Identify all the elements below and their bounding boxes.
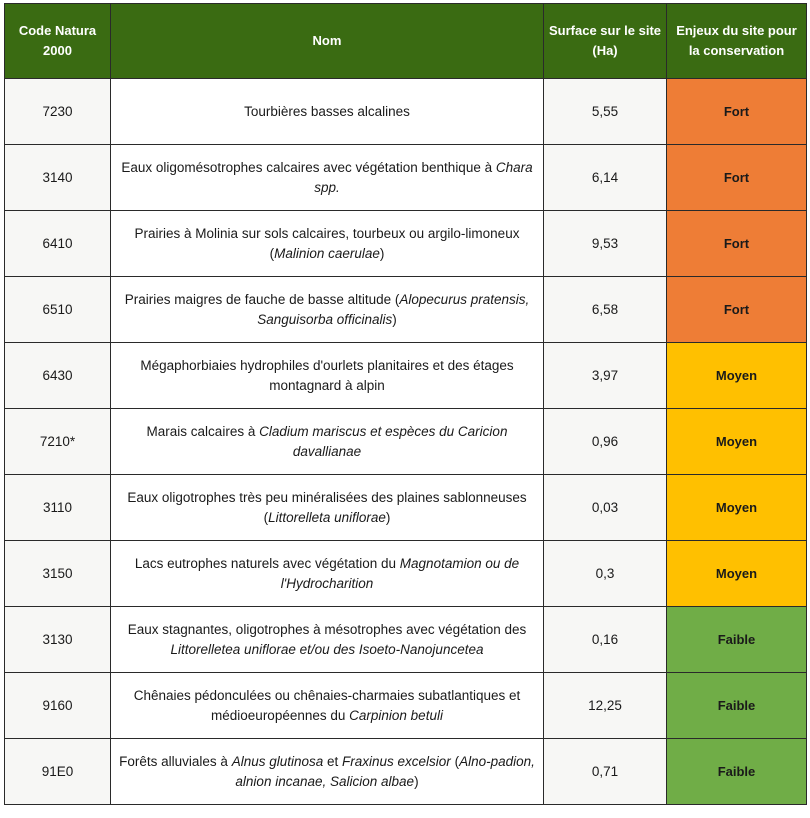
habitat-name-part: Magnotamion ou de l'Hydrocharition	[280, 555, 520, 591]
habitat-name-part: et	[323, 753, 343, 769]
habitat-surface: 0,71	[544, 739, 667, 805]
conservation-issue-badge: Fort	[667, 145, 807, 211]
conservation-issue-badge: Fort	[667, 79, 807, 145]
table-row	[5, 79, 807, 145]
habitat-name	[111, 607, 544, 673]
habitat-name-part: Lacs eutrophes naturels avec végétation du	[134, 555, 400, 571]
habitat-name	[111, 79, 544, 145]
table-row	[5, 277, 807, 343]
header-row	[5, 4, 807, 79]
conservation-issue-badge: Moyen	[667, 409, 807, 475]
habitat-name-part: Eaux oligomésotrophes calcaires avec végétation benthique à	[121, 159, 496, 175]
habitat-code: 6510	[5, 277, 111, 343]
habitat-code: 3140	[5, 145, 111, 211]
habitat-name	[111, 475, 544, 541]
conservation-issue-badge: Fort	[667, 277, 807, 343]
habitat-name	[111, 211, 544, 277]
habitat-name-part: Fraxinus excelsior	[342, 753, 451, 769]
habitat-surface: 0,03	[544, 475, 667, 541]
table-row	[5, 475, 807, 541]
habitat-surface: 0,3	[544, 541, 667, 607]
habitat-name-part: Littorelletea uniflorae et/ou des Isoeto-Nanojuncetea	[170, 641, 484, 657]
habitat-name	[111, 409, 544, 475]
header-surface: Surface sur le site (Ha)	[544, 4, 667, 79]
conservation-issue-badge: Moyen	[667, 475, 807, 541]
habitat-name-part: Littorelleta uniflorae	[268, 509, 386, 525]
habitat-name-part: Tourbières basses alcalines	[244, 103, 410, 119]
habitat-name	[111, 673, 544, 739]
habitat-name-part: Eaux stagnantes, oligotrophes à mésotrophes avec végétation des	[127, 621, 527, 637]
habitat-surface: 3,97	[544, 343, 667, 409]
table-row	[5, 211, 807, 277]
table-row	[5, 409, 807, 475]
habitat-code: 6430	[5, 343, 111, 409]
habitat-code: 3130	[5, 607, 111, 673]
habitat-surface: 0,96	[544, 409, 667, 475]
habitat-name-part: Prairies maigres de fauche de basse altitude (	[124, 291, 400, 307]
habitat-name	[111, 343, 544, 409]
habitat-name-part: Forêts alluviales à	[119, 753, 232, 769]
habitat-name-part: Alnus glutinosa	[231, 753, 324, 769]
table-row	[5, 145, 807, 211]
habitat-name	[111, 277, 544, 343]
habitat-code: 6410	[5, 211, 111, 277]
table-row	[5, 607, 807, 673]
habitat-name-part: Alopecurus pratensis, Sanguisorba officinalis	[257, 291, 530, 327]
habitat-surface: 6,14	[544, 145, 667, 211]
habitat-surface: 5,55	[544, 79, 667, 145]
habitat-name-part: Alno-padion, alnion incanae, Salicion albae	[235, 753, 535, 789]
conservation-issue-badge: Faible	[667, 739, 807, 805]
table-row	[5, 541, 807, 607]
habitat-code: 3150	[5, 541, 111, 607]
table-row	[5, 673, 807, 739]
conservation-issue-badge: Moyen	[667, 343, 807, 409]
habitats-table	[4, 3, 807, 805]
conservation-issue-badge: Faible	[667, 673, 807, 739]
header-code: Code Natura 2000	[5, 4, 111, 79]
header-name: Nom	[111, 4, 544, 79]
habitat-name-part: Malinion caerulae	[274, 245, 380, 261]
habitat-name-part: Prairies à Molinia sur sols calcaires, tourbeux ou argilo-limoneux (	[134, 225, 520, 261]
habitat-name	[111, 145, 544, 211]
header-issue: Enjeux du site pour la conservation	[667, 4, 807, 79]
habitat-name	[111, 739, 544, 805]
habitat-code: 3110	[5, 475, 111, 541]
habitat-name-part: Chênaies pédonculées ou chênaies-charmaies subatlantiques et médioeuropéennes du	[133, 687, 521, 723]
habitat-code: 7230	[5, 79, 111, 145]
habitat-name-part: Mégaphorbiaies hydrophiles d'ourlets planitaires et des étages montagnard à alpin	[140, 357, 514, 393]
habitat-name-part: )	[414, 773, 419, 789]
conservation-issue-badge: Faible	[667, 607, 807, 673]
habitat-name-part: Chara spp.	[314, 159, 533, 195]
habitat-name-part: )	[392, 311, 397, 327]
habitat-code: 7210*	[5, 409, 111, 475]
habitat-surface: 9,53	[544, 211, 667, 277]
habitat-surface: 6,58	[544, 277, 667, 343]
habitat-code: 9160	[5, 673, 111, 739]
conservation-issue-badge: Moyen	[667, 541, 807, 607]
habitat-name-part: )	[385, 509, 391, 525]
habitat-surface: 0,16	[544, 607, 667, 673]
habitat-name-part: Cladium mariscus et espèces du Caricion davallianae	[259, 423, 508, 459]
habitat-name-part: Marais calcaires à	[146, 423, 260, 439]
habitat-surface: 12,25	[544, 673, 667, 739]
table-row	[5, 343, 807, 409]
habitat-name-part: (	[450, 753, 460, 769]
habitat-name-part: Eaux oligotrophes très peu minéralisées des plaines sablonneuses (	[127, 489, 527, 525]
conservation-issue-badge: Fort	[667, 211, 807, 277]
habitat-name-part: )	[379, 245, 385, 261]
habitat-code: 91E0	[5, 739, 111, 805]
habitat-name	[111, 541, 544, 607]
table-row	[5, 739, 807, 805]
habitat-name-part: Carpinion betuli	[349, 707, 443, 723]
